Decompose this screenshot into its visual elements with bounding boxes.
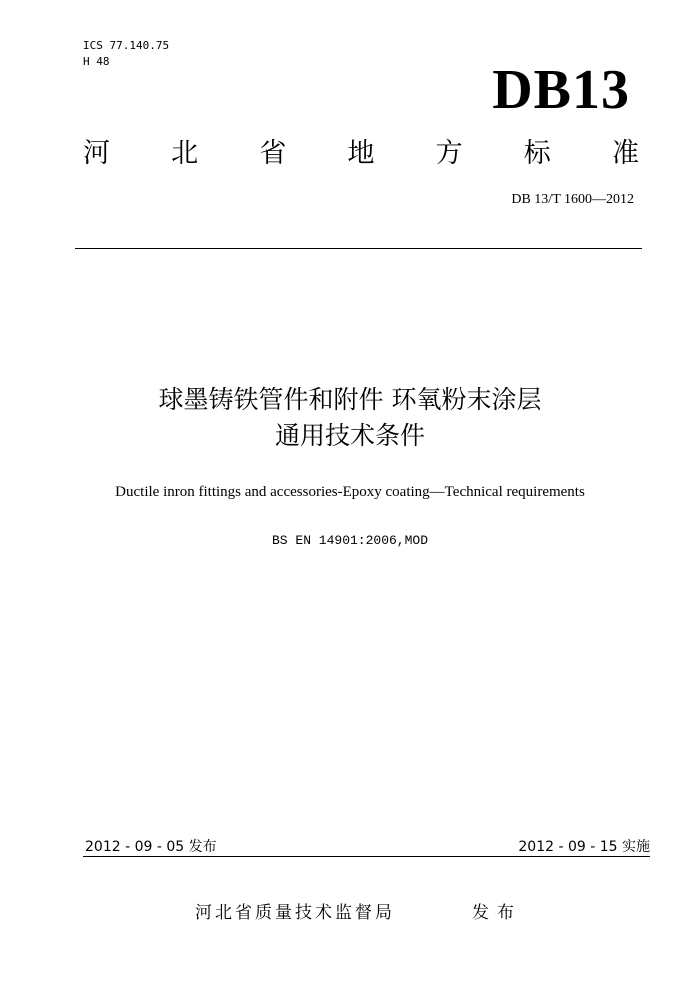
english-title: Ductile inron fittings and accessories-Epoxy coating—Technical requirements (115, 484, 585, 500)
chinese-title-line-1: 球墨铸铁管件和附件 环氧粉末涂层 (158, 385, 542, 414)
heading-char: 方 (435, 138, 463, 169)
chinese-title-line-2: 通用技术条件 (274, 421, 425, 450)
db13-logo: DB13 (492, 59, 630, 121)
bottom-divider (83, 856, 650, 857)
standard-type-heading (83, 138, 639, 170)
implementation-date: 2012 - 09 - 15 实施 (518, 839, 650, 855)
adoption-reference: BS EN 14901:2006,MOD (271, 533, 429, 548)
heading-char: 省 (259, 138, 287, 169)
heading-char: 北 (171, 138, 199, 169)
standard-number: DB 13/T 1600—2012 (511, 192, 634, 207)
heading-char: 标 (523, 138, 551, 169)
heading-char: 准 (611, 138, 639, 169)
ccs-code: H 48 (83, 55, 110, 68)
issued-label: 发布 (472, 903, 522, 923)
issuing-authority: 河北省质量技术监督局 (195, 903, 395, 923)
ics-code: ICS 77.140.75 (83, 39, 170, 52)
top-divider (75, 248, 642, 249)
issue-date: 2012 - 09 - 05 发布 (85, 839, 217, 855)
classification-codes (83, 38, 169, 70)
heading-char: 地 (347, 138, 375, 169)
heading-char: 河 (83, 138, 110, 169)
chinese-title (0, 382, 700, 454)
